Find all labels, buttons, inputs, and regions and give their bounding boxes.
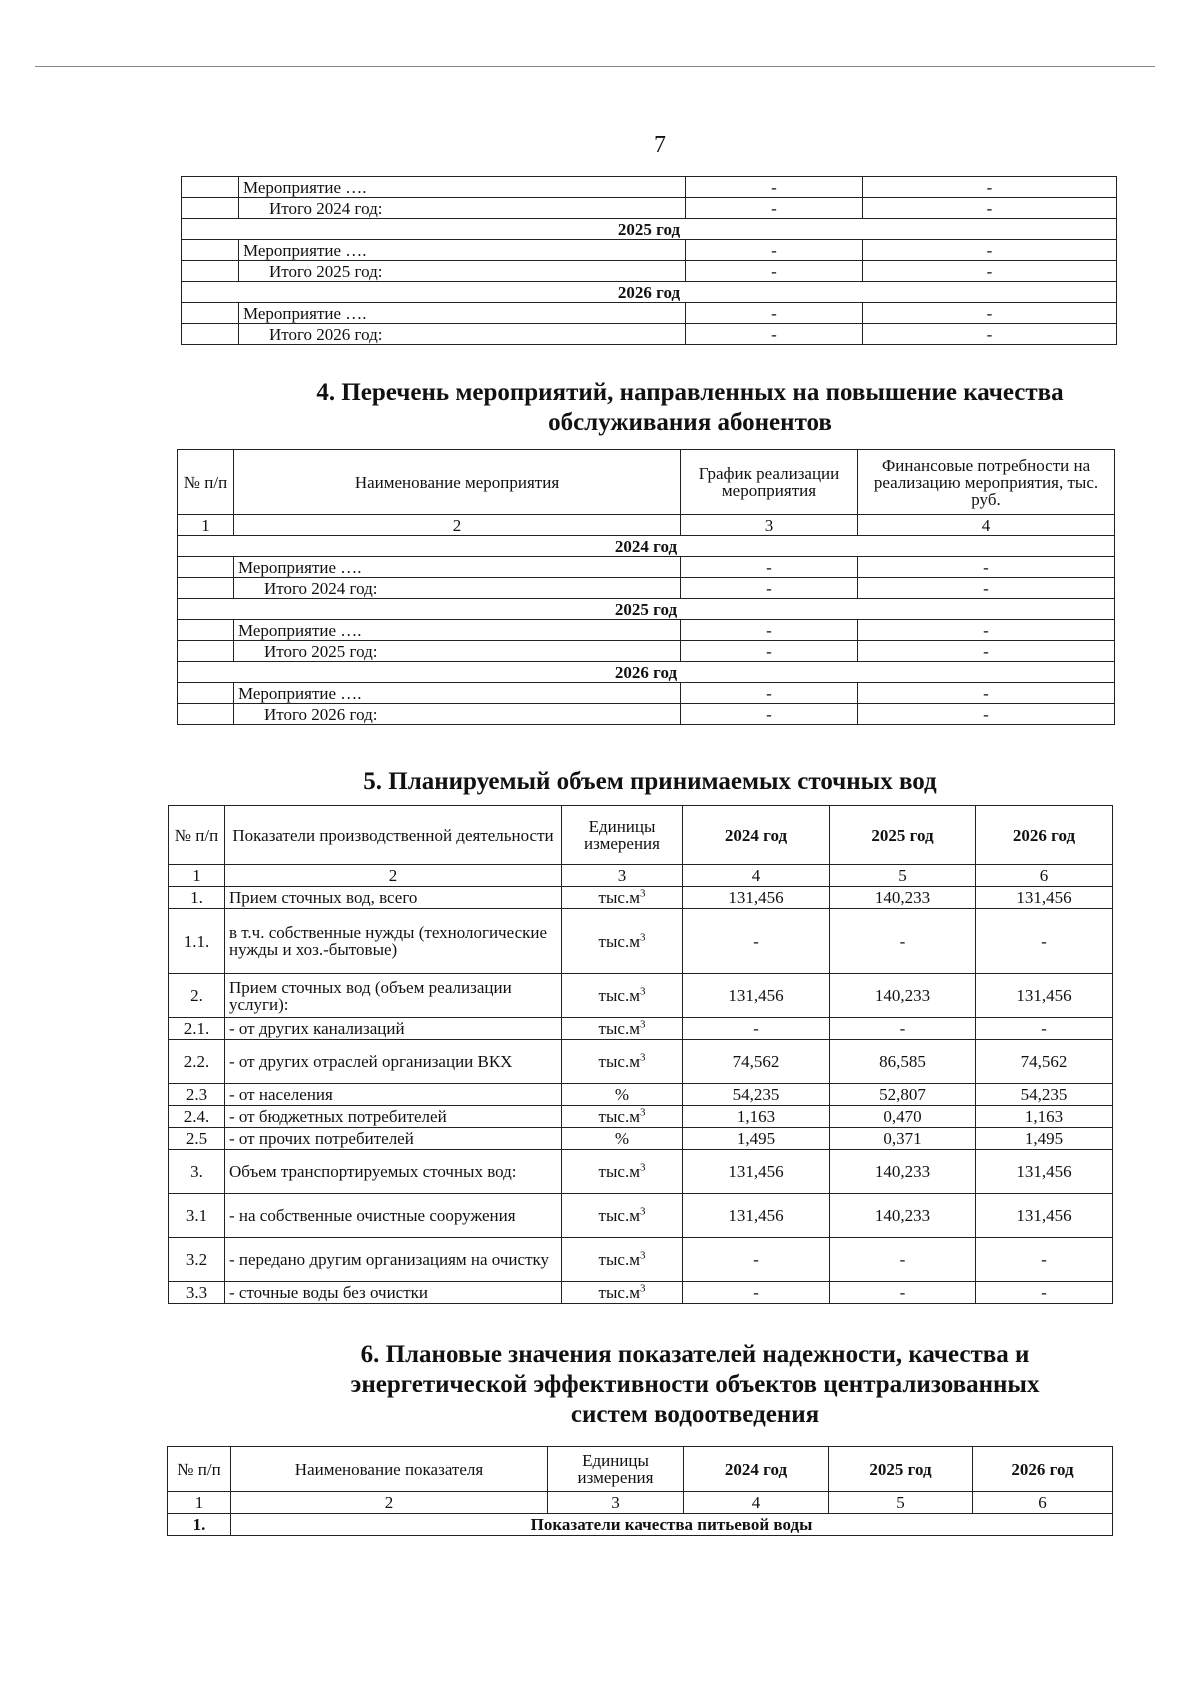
row-unit (562, 909, 683, 974)
table-row (178, 557, 1115, 578)
row-num: 2.1. (169, 1018, 225, 1040)
row-value-2024: 131,456 (683, 1150, 830, 1194)
row-unit: % (562, 1128, 683, 1150)
row-num (178, 578, 234, 599)
header-num: № п/п (178, 450, 234, 515)
total-row (178, 641, 1115, 662)
col-num-4: 4 (683, 865, 830, 887)
row-value-2025: 140,233 (830, 1150, 976, 1194)
header-unit: Единицы измерения (548, 1447, 684, 1492)
table-row (169, 1194, 1113, 1238)
col-num-5: 5 (829, 1492, 973, 1514)
row-name: Мероприятие …. (239, 177, 686, 198)
section-4-title: 4. Перечень мероприятий, направленных на повышение качества обслуживания абонентов (316, 379, 1064, 436)
year-row (178, 662, 1115, 683)
header-2025: 2025 год (830, 806, 976, 865)
page-number: 7 (654, 132, 666, 158)
row-num (178, 620, 234, 641)
col-num-1: 1 (178, 515, 234, 536)
row-num (178, 641, 234, 662)
year-label: 2024 год (178, 536, 1115, 557)
row-num: 3.3 (169, 1282, 225, 1304)
row-col4: - (858, 620, 1115, 641)
row-num (182, 240, 239, 261)
row-value-2026: 131,456 (976, 1194, 1113, 1238)
row-name: Итого 2025 год: (239, 261, 686, 282)
col-num-4: 4 (858, 515, 1115, 536)
col-num-4: 4 (684, 1492, 829, 1514)
header-indicator-name: Наименование показателя (231, 1447, 548, 1492)
unit-exponent: 3 (639, 1161, 646, 1174)
col-num-6: 6 (976, 865, 1113, 887)
unit-exponent: 3 (639, 1106, 646, 1119)
row-col4: - (858, 578, 1115, 599)
header-unit: Единицы измерения (562, 806, 683, 865)
row-value-2024: - (683, 1282, 830, 1304)
row-value-2026: 1,163 (976, 1106, 1113, 1128)
table-row (169, 1128, 1113, 1150)
header-num: № п/п (169, 806, 225, 865)
header-indicator: Показатели производственной деятельности (225, 806, 562, 865)
table-row (169, 974, 1113, 1018)
col-num-1: 1 (168, 1492, 231, 1514)
header-2024: 2024 год (683, 806, 830, 865)
row-value-2024: 1,163 (683, 1106, 830, 1128)
row-value-2026: 131,456 (976, 887, 1113, 909)
row-value-2026: - (976, 1282, 1113, 1304)
row-col4: - (863, 261, 1117, 282)
row-num: 1.1. (169, 909, 225, 974)
row-value-2025: - (830, 1018, 976, 1040)
row-value-2026: 131,456 (976, 974, 1113, 1018)
row-name: Итого 2026 год: (234, 704, 681, 725)
column-number-row (169, 865, 1113, 887)
col-num-3: 3 (681, 515, 858, 536)
unit-text: тыс.м (598, 1250, 640, 1269)
total-row (178, 704, 1115, 725)
section-4-table (177, 449, 1115, 725)
row-num (178, 683, 234, 704)
year-label: 2025 год (178, 599, 1115, 620)
row-col4: - (863, 240, 1117, 261)
row-unit (562, 1018, 683, 1040)
row-name: Мероприятие …. (239, 240, 686, 261)
table-row (169, 1084, 1113, 1106)
table-header-row (178, 450, 1115, 515)
header-2026: 2026 год (973, 1447, 1113, 1492)
year-row (182, 219, 1117, 240)
row-indicator: - от бюджетных потребителей (225, 1106, 562, 1128)
group-num: 1. (168, 1514, 231, 1536)
row-col4: - (858, 683, 1115, 704)
row-col3: - (686, 198, 863, 219)
total-row (182, 198, 1117, 219)
col-num-2: 2 (234, 515, 681, 536)
table-row (178, 620, 1115, 641)
row-value-2026: - (976, 1238, 1113, 1282)
table-row (182, 177, 1117, 198)
row-value-2025: 86,585 (830, 1040, 976, 1084)
row-num: 1. (169, 887, 225, 909)
table-row (169, 1282, 1113, 1304)
row-num: 3. (169, 1150, 225, 1194)
row-col3: - (681, 683, 858, 704)
table-row (169, 1018, 1113, 1040)
table-row (169, 1040, 1113, 1084)
row-num: 2.3 (169, 1084, 225, 1106)
row-num (182, 303, 239, 324)
row-indicator: - от прочих потребителей (225, 1128, 562, 1150)
table-row (178, 683, 1115, 704)
col-num-3: 3 (548, 1492, 684, 1514)
row-col3: - (681, 641, 858, 662)
table-row (182, 240, 1117, 261)
row-indicator: Прием сточных вод, всего (225, 887, 562, 909)
row-num (182, 198, 239, 219)
row-unit: % (562, 1084, 683, 1106)
row-col4: - (858, 557, 1115, 578)
col-num-2: 2 (231, 1492, 548, 1514)
year-label: 2026 год (182, 282, 1117, 303)
unit-exponent: 3 (639, 1249, 646, 1262)
col-num-1: 1 (169, 865, 225, 887)
unit-exponent: 3 (639, 930, 646, 943)
header-schedule: График реализации мероприятия (681, 450, 858, 515)
row-col3: - (686, 303, 863, 324)
unit-text: тыс.м (598, 931, 640, 951)
row-unit (562, 1040, 683, 1084)
row-col3: - (686, 261, 863, 282)
row-value-2025: - (830, 909, 976, 974)
row-value-2024: 131,456 (683, 974, 830, 1018)
row-unit (562, 1194, 683, 1238)
scan-edge-line (35, 66, 1155, 67)
table-row (169, 1106, 1113, 1128)
year-label: 2026 год (178, 662, 1115, 683)
row-num (182, 177, 239, 198)
row-name: Мероприятие …. (234, 683, 681, 704)
row-col3: - (681, 704, 858, 725)
total-row (182, 261, 1117, 282)
header-finance: Финансовые потребности на реализацию мероприятия, тыс. руб. (858, 450, 1115, 515)
table-header-row (168, 1447, 1113, 1492)
row-value-2025: 0,470 (830, 1106, 976, 1128)
group-title: Показатели качества питьевой воды (231, 1514, 1113, 1536)
unit-text: тыс.м (598, 1019, 640, 1038)
row-num (178, 557, 234, 578)
section-5-title: 5. Планируемый объем принимаемых сточных вод (363, 768, 937, 795)
table-row (169, 1238, 1113, 1282)
column-number-row (168, 1492, 1113, 1514)
row-num: 2.5 (169, 1128, 225, 1150)
unit-text: тыс.м (598, 1107, 640, 1126)
row-indicator: - от других канализаций (225, 1018, 562, 1040)
section-5-table (168, 805, 1113, 1304)
row-value-2024: 131,456 (683, 1194, 830, 1238)
row-value-2026: - (976, 1018, 1113, 1040)
table-row (182, 303, 1117, 324)
row-value-2024: 1,495 (683, 1128, 830, 1150)
row-unit (562, 1106, 683, 1128)
row-name: Мероприятие …. (234, 620, 681, 641)
column-number-row (178, 515, 1115, 536)
row-value-2026: 74,562 (976, 1040, 1113, 1084)
unit-text: тыс.м (598, 1283, 640, 1302)
year-row (182, 282, 1117, 303)
row-num: 2.4. (169, 1106, 225, 1128)
header-name: Наименование мероприятия (234, 450, 681, 515)
table-row (169, 887, 1113, 909)
unit-exponent: 3 (639, 1205, 646, 1218)
row-col4: - (858, 641, 1115, 662)
row-indicator: - на собственные очистные сооружения (225, 1194, 562, 1238)
row-name: Мероприятие …. (239, 303, 686, 324)
row-num: 2.2. (169, 1040, 225, 1084)
unit-text: тыс.м (598, 1162, 640, 1181)
row-name: Итого 2025 год: (234, 641, 681, 662)
col-num-5: 5 (830, 865, 976, 887)
row-value-2024: - (683, 1018, 830, 1040)
row-num: 3.2 (169, 1238, 225, 1282)
table-header-row (169, 806, 1113, 865)
row-value-2026: - (976, 909, 1113, 974)
row-num (178, 704, 234, 725)
header-num: № п/п (168, 1447, 231, 1492)
group-row (168, 1514, 1113, 1536)
header-2024: 2024 год (684, 1447, 829, 1492)
row-col4: - (863, 303, 1117, 324)
row-value-2025: 52,807 (830, 1084, 976, 1106)
row-indicator: - от населения (225, 1084, 562, 1106)
col-num-2: 2 (225, 865, 562, 887)
row-value-2025: 140,233 (830, 887, 976, 909)
row-num (182, 324, 239, 345)
row-value-2025: - (830, 1238, 976, 1282)
header-2025: 2025 год (829, 1447, 973, 1492)
row-value-2025: 140,233 (830, 974, 976, 1018)
row-col3: - (686, 324, 863, 345)
unit-text: тыс.м (598, 1206, 640, 1225)
row-name: Итого 2024 год: (234, 578, 681, 599)
row-col4: - (863, 198, 1117, 219)
section-6-table (167, 1446, 1113, 1536)
row-name: Мероприятие …. (234, 557, 681, 578)
row-value-2025: 0,371 (830, 1128, 976, 1150)
unit-exponent: 3 (639, 1051, 646, 1064)
unit-text: тыс.м (598, 1052, 640, 1071)
unit-exponent: 3 (639, 1282, 646, 1295)
table-row (169, 1150, 1113, 1194)
row-col3: - (681, 557, 858, 578)
row-value-2026: 1,495 (976, 1128, 1113, 1150)
row-indicator: в т.ч. собственные нужды (технологические нужды и хоз.-бытовые) (225, 909, 562, 974)
row-col4: - (858, 704, 1115, 725)
row-value-2026: 131,456 (976, 1150, 1113, 1194)
unit-text: тыс.м (598, 986, 640, 1005)
year-row (178, 599, 1115, 620)
table-row (169, 909, 1113, 974)
row-col3: - (686, 240, 863, 261)
row-value-2024: 74,562 (683, 1040, 830, 1084)
col-num-3: 3 (562, 865, 683, 887)
row-col4: - (863, 177, 1117, 198)
row-num: 2. (169, 974, 225, 1018)
row-col3: - (686, 177, 863, 198)
row-name: Итого 2024 год: (239, 198, 686, 219)
year-row (178, 536, 1115, 557)
row-value-2025: - (830, 1282, 976, 1304)
row-col3: - (681, 578, 858, 599)
row-num (182, 261, 239, 282)
header-2026: 2026 год (976, 806, 1113, 865)
row-value-2026: 54,235 (976, 1084, 1113, 1106)
total-row (182, 324, 1117, 345)
row-indicator: - сточные воды без очистки (225, 1282, 562, 1304)
row-unit (562, 1150, 683, 1194)
row-value-2024: 54,235 (683, 1084, 830, 1106)
row-value-2024: 131,456 (683, 887, 830, 909)
unit-text: тыс.м (598, 888, 640, 907)
continuation-table (181, 176, 1117, 345)
row-indicator: - передано другим организациям на очистку (225, 1238, 562, 1282)
unit-exponent: 3 (639, 887, 646, 900)
row-unit (562, 887, 683, 909)
row-indicator: - от других отраслей организации ВКХ (225, 1040, 562, 1084)
row-indicator: Объем транспортируемых сточных вод: (225, 1150, 562, 1194)
row-col4: - (863, 324, 1117, 345)
unit-exponent: 3 (639, 985, 646, 998)
row-value-2025: 140,233 (830, 1194, 976, 1238)
row-num: 3.1 (169, 1194, 225, 1238)
row-indicator: Прием сточных вод (объем реализации услуги): (225, 974, 562, 1018)
row-value-2024: - (683, 1238, 830, 1282)
row-unit (562, 974, 683, 1018)
section-6-title: 6. Плановые значения показателей надежности, качества и энергетической эффективности объектов централизованных систем водоотведения (350, 1341, 1040, 1428)
row-value-2024: - (683, 909, 830, 974)
col-num-6: 6 (973, 1492, 1113, 1514)
total-row (178, 578, 1115, 599)
row-unit (562, 1238, 683, 1282)
row-name: Итого 2026 год: (239, 324, 686, 345)
unit-exponent: 3 (639, 1018, 646, 1031)
row-unit (562, 1282, 683, 1304)
year-label: 2025 год (182, 219, 1117, 240)
row-col3: - (681, 620, 858, 641)
